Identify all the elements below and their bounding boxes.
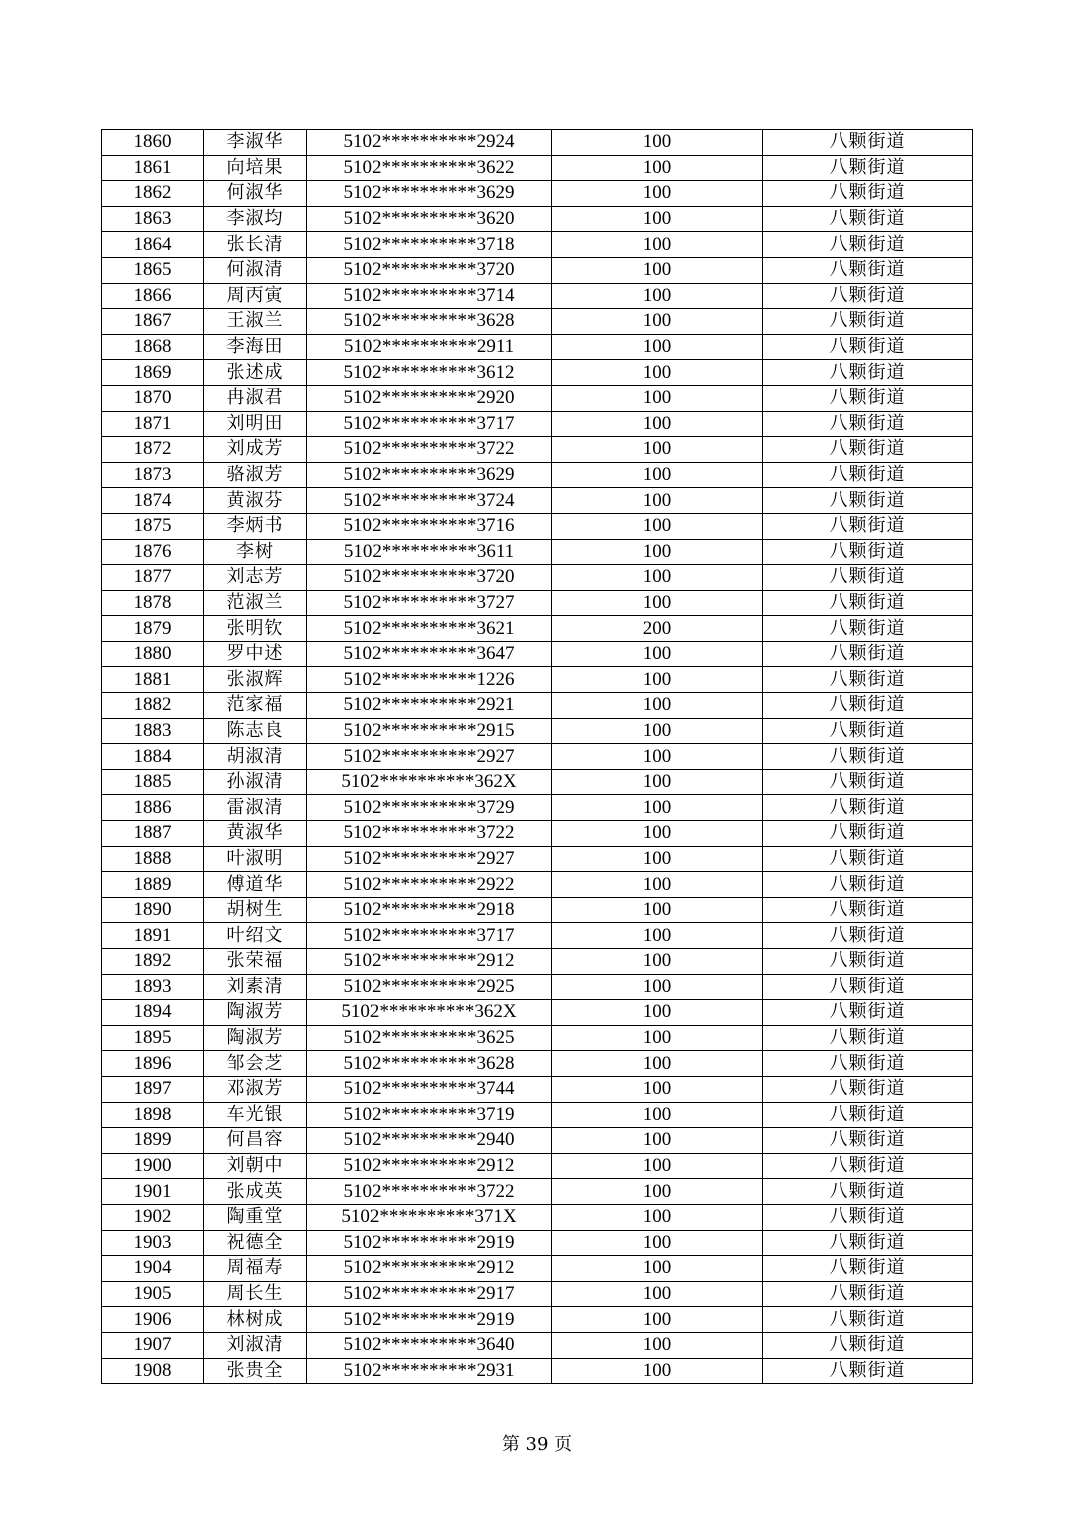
row-number-cell: 1902 bbox=[102, 1204, 204, 1230]
name-cell: 黄淑华 bbox=[204, 821, 307, 847]
street-cell: 八颗街道 bbox=[763, 360, 973, 386]
row-number-cell: 1897 bbox=[102, 1076, 204, 1102]
row-number-cell: 1881 bbox=[102, 667, 204, 693]
street-cell: 八颗街道 bbox=[763, 565, 973, 591]
id-number-cell: 5102**********2920 bbox=[307, 385, 552, 411]
row-number-cell: 1891 bbox=[102, 923, 204, 949]
row-number-cell: 1878 bbox=[102, 590, 204, 616]
name-cell: 傅道华 bbox=[204, 872, 307, 898]
row-number-cell: 1870 bbox=[102, 385, 204, 411]
amount-cell: 100 bbox=[552, 488, 763, 514]
name-cell: 叶淑明 bbox=[204, 846, 307, 872]
table-row bbox=[102, 590, 973, 616]
id-number-cell: 5102**********3718 bbox=[307, 232, 552, 258]
name-cell: 张明钦 bbox=[204, 616, 307, 642]
row-number-cell: 1867 bbox=[102, 309, 204, 335]
table-row bbox=[102, 872, 973, 898]
table-row bbox=[102, 795, 973, 821]
row-number-cell: 1904 bbox=[102, 1256, 204, 1282]
name-cell: 刘淑清 bbox=[204, 1332, 307, 1358]
street-cell: 八颗街道 bbox=[763, 130, 973, 156]
amount-cell: 100 bbox=[552, 565, 763, 591]
id-number-cell: 5102**********3628 bbox=[307, 309, 552, 335]
name-cell: 陈志良 bbox=[204, 718, 307, 744]
table-row bbox=[102, 1230, 973, 1256]
row-number-cell: 1903 bbox=[102, 1230, 204, 1256]
name-cell: 张贵全 bbox=[204, 1358, 307, 1384]
name-cell: 陶淑芳 bbox=[204, 1025, 307, 1051]
row-number-cell: 1862 bbox=[102, 181, 204, 207]
name-cell: 邓淑芳 bbox=[204, 1076, 307, 1102]
amount-cell: 100 bbox=[552, 1256, 763, 1282]
table-row bbox=[102, 283, 973, 309]
amount-cell: 100 bbox=[552, 590, 763, 616]
street-cell: 八颗街道 bbox=[763, 155, 973, 181]
street-cell: 八颗街道 bbox=[763, 744, 973, 770]
amount-cell: 100 bbox=[552, 795, 763, 821]
table-row bbox=[102, 1153, 973, 1179]
amount-cell: 100 bbox=[552, 897, 763, 923]
table-row bbox=[102, 616, 973, 642]
table-row bbox=[102, 513, 973, 539]
row-number-cell: 1907 bbox=[102, 1332, 204, 1358]
row-number-cell: 1861 bbox=[102, 155, 204, 181]
table-row bbox=[102, 232, 973, 258]
id-number-cell: 5102**********3714 bbox=[307, 283, 552, 309]
id-number-cell: 5102**********3647 bbox=[307, 641, 552, 667]
row-number-cell: 1887 bbox=[102, 821, 204, 847]
id-number-cell: 5102**********3622 bbox=[307, 155, 552, 181]
name-cell: 何淑清 bbox=[204, 257, 307, 283]
row-number-cell: 1872 bbox=[102, 437, 204, 463]
street-cell: 八颗街道 bbox=[763, 616, 973, 642]
amount-cell: 100 bbox=[552, 744, 763, 770]
name-cell: 林树成 bbox=[204, 1307, 307, 1333]
row-number-cell: 1890 bbox=[102, 897, 204, 923]
table-row bbox=[102, 693, 973, 719]
street-cell: 八颗街道 bbox=[763, 334, 973, 360]
row-number-cell: 1905 bbox=[102, 1281, 204, 1307]
amount-cell: 100 bbox=[552, 769, 763, 795]
street-cell: 八颗街道 bbox=[763, 1332, 973, 1358]
name-cell: 刘素清 bbox=[204, 974, 307, 1000]
name-cell: 刘志芳 bbox=[204, 565, 307, 591]
name-cell: 黄淑芬 bbox=[204, 488, 307, 514]
name-cell: 刘朝中 bbox=[204, 1153, 307, 1179]
amount-cell: 100 bbox=[552, 206, 763, 232]
street-cell: 八颗街道 bbox=[763, 206, 973, 232]
row-number-cell: 1896 bbox=[102, 1051, 204, 1077]
amount-cell: 100 bbox=[552, 846, 763, 872]
id-number-cell: 5102**********2922 bbox=[307, 872, 552, 898]
amount-cell: 100 bbox=[552, 411, 763, 437]
name-cell: 张淑辉 bbox=[204, 667, 307, 693]
id-number-cell: 5102**********2919 bbox=[307, 1307, 552, 1333]
row-number-cell: 1893 bbox=[102, 974, 204, 1000]
id-number-cell: 5102**********2912 bbox=[307, 949, 552, 975]
amount-cell: 100 bbox=[552, 130, 763, 156]
street-cell: 八颗街道 bbox=[763, 1076, 973, 1102]
name-cell: 罗中述 bbox=[204, 641, 307, 667]
amount-cell: 100 bbox=[552, 232, 763, 258]
street-cell: 八颗街道 bbox=[763, 769, 973, 795]
amount-cell: 100 bbox=[552, 257, 763, 283]
amount-cell: 100 bbox=[552, 974, 763, 1000]
row-number-cell: 1892 bbox=[102, 949, 204, 975]
amount-cell: 100 bbox=[552, 718, 763, 744]
name-cell: 何昌容 bbox=[204, 1128, 307, 1154]
amount-cell: 100 bbox=[552, 1230, 763, 1256]
name-cell: 陶重堂 bbox=[204, 1204, 307, 1230]
id-number-cell: 5102**********3717 bbox=[307, 411, 552, 437]
street-cell: 八颗街道 bbox=[763, 1307, 973, 1333]
amount-cell: 100 bbox=[552, 360, 763, 386]
id-number-cell: 5102**********2921 bbox=[307, 693, 552, 719]
street-cell: 八颗街道 bbox=[763, 641, 973, 667]
amount-cell: 100 bbox=[552, 693, 763, 719]
name-cell: 车光银 bbox=[204, 1102, 307, 1128]
id-number-cell: 5102**********3620 bbox=[307, 206, 552, 232]
street-cell: 八颗街道 bbox=[763, 232, 973, 258]
amount-cell: 100 bbox=[552, 1307, 763, 1333]
name-cell: 李海田 bbox=[204, 334, 307, 360]
name-cell: 周福寿 bbox=[204, 1256, 307, 1282]
row-number-cell: 1899 bbox=[102, 1128, 204, 1154]
amount-cell: 200 bbox=[552, 616, 763, 642]
name-cell: 骆淑芳 bbox=[204, 462, 307, 488]
id-number-cell: 5102**********2912 bbox=[307, 1256, 552, 1282]
table-row bbox=[102, 309, 973, 335]
id-number-cell: 5102**********2915 bbox=[307, 718, 552, 744]
row-number-cell: 1901 bbox=[102, 1179, 204, 1205]
street-cell: 八颗街道 bbox=[763, 309, 973, 335]
street-cell: 八颗街道 bbox=[763, 667, 973, 693]
id-number-cell: 5102**********1226 bbox=[307, 667, 552, 693]
table-row bbox=[102, 1281, 973, 1307]
table-row bbox=[102, 1332, 973, 1358]
row-number-cell: 1885 bbox=[102, 769, 204, 795]
name-cell: 胡树生 bbox=[204, 897, 307, 923]
id-number-cell: 5102**********2927 bbox=[307, 846, 552, 872]
street-cell: 八颗街道 bbox=[763, 1025, 973, 1051]
amount-cell: 100 bbox=[552, 1281, 763, 1307]
name-cell: 李淑华 bbox=[204, 130, 307, 156]
id-number-cell: 5102**********3720 bbox=[307, 565, 552, 591]
amount-cell: 100 bbox=[552, 821, 763, 847]
id-number-cell: 5102**********362X bbox=[307, 769, 552, 795]
amount-cell: 100 bbox=[552, 539, 763, 565]
table-row bbox=[102, 206, 973, 232]
street-cell: 八颗街道 bbox=[763, 974, 973, 1000]
table-row bbox=[102, 641, 973, 667]
street-cell: 八颗街道 bbox=[763, 283, 973, 309]
row-number-cell: 1886 bbox=[102, 795, 204, 821]
street-cell: 八颗街道 bbox=[763, 462, 973, 488]
row-number-cell: 1864 bbox=[102, 232, 204, 258]
row-number-cell: 1875 bbox=[102, 513, 204, 539]
table-row bbox=[102, 155, 973, 181]
street-cell: 八颗街道 bbox=[763, 1204, 973, 1230]
id-number-cell: 5102**********3719 bbox=[307, 1102, 552, 1128]
id-number-cell: 5102**********3611 bbox=[307, 539, 552, 565]
id-number-cell: 5102**********3629 bbox=[307, 462, 552, 488]
name-cell: 李炳书 bbox=[204, 513, 307, 539]
street-cell: 八颗街道 bbox=[763, 1128, 973, 1154]
table-row bbox=[102, 1204, 973, 1230]
name-cell: 范家福 bbox=[204, 693, 307, 719]
id-number-cell: 5102**********3744 bbox=[307, 1076, 552, 1102]
street-cell: 八颗街道 bbox=[763, 821, 973, 847]
row-number-cell: 1894 bbox=[102, 1000, 204, 1026]
row-number-cell: 1873 bbox=[102, 462, 204, 488]
name-cell: 向培果 bbox=[204, 155, 307, 181]
row-number-cell: 1898 bbox=[102, 1102, 204, 1128]
row-number-cell: 1888 bbox=[102, 846, 204, 872]
id-number-cell: 5102**********3640 bbox=[307, 1332, 552, 1358]
table-row bbox=[102, 718, 973, 744]
id-number-cell: 5102**********3722 bbox=[307, 437, 552, 463]
street-cell: 八颗街道 bbox=[763, 539, 973, 565]
table-row bbox=[102, 539, 973, 565]
id-number-cell: 5102**********2912 bbox=[307, 1153, 552, 1179]
street-cell: 八颗街道 bbox=[763, 181, 973, 207]
table-row bbox=[102, 462, 973, 488]
id-number-cell: 5102**********3717 bbox=[307, 923, 552, 949]
row-number-cell: 1876 bbox=[102, 539, 204, 565]
table-row bbox=[102, 181, 973, 207]
table-row bbox=[102, 949, 973, 975]
id-number-cell: 5102**********3720 bbox=[307, 257, 552, 283]
amount-cell: 100 bbox=[552, 923, 763, 949]
name-cell: 刘成芳 bbox=[204, 437, 307, 463]
id-number-cell: 5102**********3629 bbox=[307, 181, 552, 207]
id-number-cell: 5102**********2918 bbox=[307, 897, 552, 923]
street-cell: 八颗街道 bbox=[763, 1102, 973, 1128]
table-row bbox=[102, 488, 973, 514]
street-cell: 八颗街道 bbox=[763, 795, 973, 821]
street-cell: 八颗街道 bbox=[763, 1358, 973, 1384]
amount-cell: 100 bbox=[552, 872, 763, 898]
street-cell: 八颗街道 bbox=[763, 437, 973, 463]
table-row bbox=[102, 565, 973, 591]
id-number-cell: 5102**********2931 bbox=[307, 1358, 552, 1384]
street-cell: 八颗街道 bbox=[763, 385, 973, 411]
name-cell: 刘明田 bbox=[204, 411, 307, 437]
table-row bbox=[102, 821, 973, 847]
row-number-cell: 1880 bbox=[102, 641, 204, 667]
table-row bbox=[102, 130, 973, 156]
street-cell: 八颗街道 bbox=[763, 257, 973, 283]
name-cell: 祝德全 bbox=[204, 1230, 307, 1256]
amount-cell: 100 bbox=[552, 949, 763, 975]
street-cell: 八颗街道 bbox=[763, 590, 973, 616]
row-number-cell: 1906 bbox=[102, 1307, 204, 1333]
name-cell: 张成英 bbox=[204, 1179, 307, 1205]
street-cell: 八颗街道 bbox=[763, 1000, 973, 1026]
street-cell: 八颗街道 bbox=[763, 411, 973, 437]
name-cell: 雷淑清 bbox=[204, 795, 307, 821]
amount-cell: 100 bbox=[552, 641, 763, 667]
name-cell: 张述成 bbox=[204, 360, 307, 386]
amount-cell: 100 bbox=[552, 385, 763, 411]
street-cell: 八颗街道 bbox=[763, 923, 973, 949]
id-number-cell: 5102**********371X bbox=[307, 1204, 552, 1230]
table-row bbox=[102, 923, 973, 949]
name-cell: 何淑华 bbox=[204, 181, 307, 207]
id-number-cell: 5102**********3724 bbox=[307, 488, 552, 514]
name-cell: 叶绍文 bbox=[204, 923, 307, 949]
id-number-cell: 5102**********3612 bbox=[307, 360, 552, 386]
table-row bbox=[102, 411, 973, 437]
name-cell: 张荣福 bbox=[204, 949, 307, 975]
row-number-cell: 1871 bbox=[102, 411, 204, 437]
table-row bbox=[102, 1076, 973, 1102]
table-row bbox=[102, 1051, 973, 1077]
name-cell: 陶淑芳 bbox=[204, 1000, 307, 1026]
name-cell: 孙淑清 bbox=[204, 769, 307, 795]
row-number-cell: 1884 bbox=[102, 744, 204, 770]
table-row bbox=[102, 437, 973, 463]
id-number-cell: 5102**********362X bbox=[307, 1000, 552, 1026]
table-row bbox=[102, 974, 973, 1000]
row-number-cell: 1908 bbox=[102, 1358, 204, 1384]
row-number-cell: 1866 bbox=[102, 283, 204, 309]
id-number-cell: 5102**********3727 bbox=[307, 590, 552, 616]
amount-cell: 100 bbox=[552, 667, 763, 693]
table-row bbox=[102, 1358, 973, 1384]
amount-cell: 100 bbox=[552, 437, 763, 463]
amount-cell: 100 bbox=[552, 1102, 763, 1128]
name-cell: 邹会芝 bbox=[204, 1051, 307, 1077]
row-number-cell: 1865 bbox=[102, 257, 204, 283]
amount-cell: 100 bbox=[552, 1332, 763, 1358]
amount-cell: 100 bbox=[552, 1076, 763, 1102]
id-number-cell: 5102**********2927 bbox=[307, 744, 552, 770]
amount-cell: 100 bbox=[552, 309, 763, 335]
table-row bbox=[102, 334, 973, 360]
name-cell: 张长清 bbox=[204, 232, 307, 258]
row-number-cell: 1863 bbox=[102, 206, 204, 232]
id-number-cell: 5102**********2919 bbox=[307, 1230, 552, 1256]
amount-cell: 100 bbox=[552, 283, 763, 309]
table-row bbox=[102, 1025, 973, 1051]
row-number-cell: 1882 bbox=[102, 693, 204, 719]
table-row bbox=[102, 1256, 973, 1282]
row-number-cell: 1868 bbox=[102, 334, 204, 360]
row-number-cell: 1900 bbox=[102, 1153, 204, 1179]
table-row bbox=[102, 1179, 973, 1205]
amount-cell: 100 bbox=[552, 1000, 763, 1026]
street-cell: 八颗街道 bbox=[763, 1179, 973, 1205]
id-number-cell: 5102**********3625 bbox=[307, 1025, 552, 1051]
street-cell: 八颗街道 bbox=[763, 488, 973, 514]
id-number-cell: 5102**********3621 bbox=[307, 616, 552, 642]
amount-cell: 100 bbox=[552, 155, 763, 181]
row-number-cell: 1869 bbox=[102, 360, 204, 386]
street-cell: 八颗街道 bbox=[763, 1256, 973, 1282]
id-number-cell: 5102**********2911 bbox=[307, 334, 552, 360]
id-number-cell: 5102**********2924 bbox=[307, 130, 552, 156]
id-number-cell: 5102**********3628 bbox=[307, 1051, 552, 1077]
street-cell: 八颗街道 bbox=[763, 1281, 973, 1307]
table-row bbox=[102, 360, 973, 386]
table-row bbox=[102, 769, 973, 795]
name-cell: 周长生 bbox=[204, 1281, 307, 1307]
row-number-cell: 1860 bbox=[102, 130, 204, 156]
id-number-cell: 5102**********3722 bbox=[307, 1179, 552, 1205]
page-number: 第 39 页 bbox=[501, 1434, 573, 1455]
row-number-cell: 1879 bbox=[102, 616, 204, 642]
amount-cell: 100 bbox=[552, 1204, 763, 1230]
amount-cell: 100 bbox=[552, 462, 763, 488]
name-cell: 冉淑君 bbox=[204, 385, 307, 411]
row-number-cell: 1883 bbox=[102, 718, 204, 744]
id-number-cell: 5102**********3722 bbox=[307, 821, 552, 847]
row-number-cell: 1877 bbox=[102, 565, 204, 591]
table-row bbox=[102, 1000, 973, 1026]
street-cell: 八颗街道 bbox=[763, 513, 973, 539]
table-row bbox=[102, 257, 973, 283]
name-cell: 胡淑清 bbox=[204, 744, 307, 770]
table-row bbox=[102, 897, 973, 923]
table-row bbox=[102, 846, 973, 872]
amount-cell: 100 bbox=[552, 1051, 763, 1077]
street-cell: 八颗街道 bbox=[763, 1153, 973, 1179]
street-cell: 八颗街道 bbox=[763, 949, 973, 975]
name-cell: 范淑兰 bbox=[204, 590, 307, 616]
table-body bbox=[102, 130, 973, 1384]
id-number-cell: 5102**********3716 bbox=[307, 513, 552, 539]
street-cell: 八颗街道 bbox=[763, 718, 973, 744]
amount-cell: 100 bbox=[552, 334, 763, 360]
street-cell: 八颗街道 bbox=[763, 846, 973, 872]
row-number-cell: 1889 bbox=[102, 872, 204, 898]
table-row bbox=[102, 385, 973, 411]
street-cell: 八颗街道 bbox=[763, 1230, 973, 1256]
name-cell: 李淑均 bbox=[204, 206, 307, 232]
street-cell: 八颗街道 bbox=[763, 897, 973, 923]
row-number-cell: 1874 bbox=[102, 488, 204, 514]
amount-cell: 100 bbox=[552, 181, 763, 207]
table-row bbox=[102, 1128, 973, 1154]
row-number-cell: 1895 bbox=[102, 1025, 204, 1051]
name-cell: 李树 bbox=[204, 539, 307, 565]
id-number-cell: 5102**********2917 bbox=[307, 1281, 552, 1307]
amount-cell: 100 bbox=[552, 1153, 763, 1179]
amount-cell: 100 bbox=[552, 1179, 763, 1205]
amount-cell: 100 bbox=[552, 1128, 763, 1154]
data-table bbox=[101, 129, 973, 1384]
id-number-cell: 5102**********3729 bbox=[307, 795, 552, 821]
table-row bbox=[102, 1307, 973, 1333]
street-cell: 八颗街道 bbox=[763, 693, 973, 719]
amount-cell: 100 bbox=[552, 1358, 763, 1384]
amount-cell: 100 bbox=[552, 513, 763, 539]
id-number-cell: 5102**********2940 bbox=[307, 1128, 552, 1154]
street-cell: 八颗街道 bbox=[763, 872, 973, 898]
name-cell: 王淑兰 bbox=[204, 309, 307, 335]
name-cell: 周丙寅 bbox=[204, 283, 307, 309]
street-cell: 八颗街道 bbox=[763, 1051, 973, 1077]
table-row bbox=[102, 667, 973, 693]
amount-cell: 100 bbox=[552, 1025, 763, 1051]
table-row bbox=[102, 1102, 973, 1128]
id-number-cell: 5102**********2925 bbox=[307, 974, 552, 1000]
table-row bbox=[102, 744, 973, 770]
